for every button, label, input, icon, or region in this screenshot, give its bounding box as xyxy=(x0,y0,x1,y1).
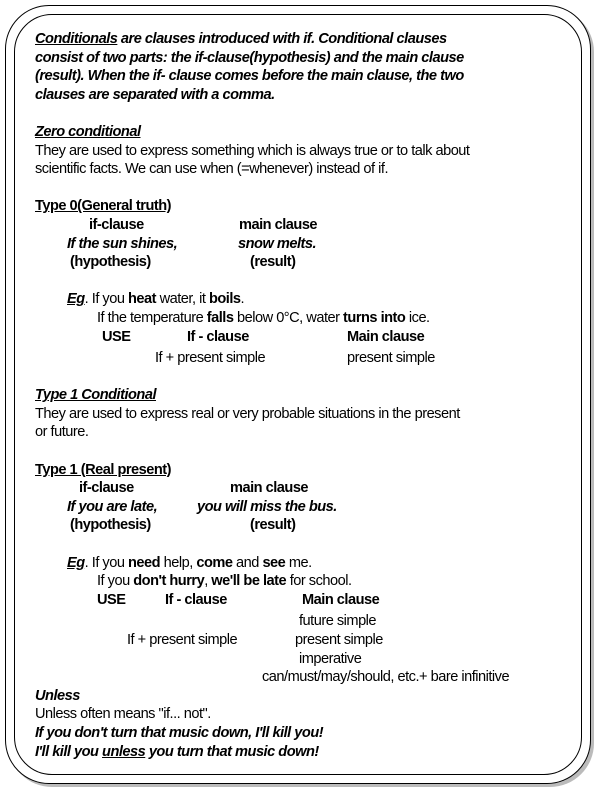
zero-example-2: If the temperature falls below 0°C, water turns into ice. xyxy=(97,309,430,326)
type1-line-2: or future. xyxy=(35,424,89,441)
zero-line-1: They are used to express something which is always true or to talk about xyxy=(35,142,470,159)
type1-modals: can/must/may/should, etc.+ bare infinitive xyxy=(262,669,510,686)
type0-heading: Type 0(General truth) xyxy=(35,198,171,215)
unless-example-2: I'll kill you unless you turn that music down! xyxy=(35,743,319,760)
type1-example-2: If you don't hurry, we'll be late for school. xyxy=(97,573,352,590)
type1-present-row: If + present simple present simple xyxy=(127,632,383,648)
zero-heading: Zero conditional xyxy=(35,123,141,140)
type1-line-1: They are used to express real or very probable situations in the present xyxy=(35,405,460,422)
zero-use-form: If + present simple present simple xyxy=(155,350,435,367)
unless-example-1: If you don't turn that music down, I'll kill you! xyxy=(35,724,324,741)
type1-heading: Type 1 (Real present) xyxy=(35,461,172,478)
unless-line-1: Unless often means "if... not". xyxy=(35,706,211,723)
type1-labels: (hypothesis) (result) xyxy=(70,517,296,534)
type0-labels: (hypothesis) (result) xyxy=(70,254,296,271)
type1-example-1: Eg. If you need help, come and see me. xyxy=(67,554,312,571)
intro-line-1: Conditionals are clauses introduced with if. Conditional clauses xyxy=(35,31,447,47)
type0-columns: if-clause main clause xyxy=(89,216,318,233)
zero-line-2: scientific facts. We can use when (=whenever) instead of if. xyxy=(35,161,389,178)
type1-future: future simple xyxy=(299,613,377,630)
document-body xyxy=(35,30,560,761)
unless-heading: Unless xyxy=(35,687,80,704)
type0-example: If the sun shines, snow melts. xyxy=(67,235,317,252)
intro-line-2: consist of two parts: the if-clause(hypothesis) and the main clause xyxy=(35,49,464,66)
type1-use-header: USE If - clause Main clause xyxy=(97,591,380,608)
zero-use-header: USE If - clause Main clause xyxy=(102,328,425,345)
intro-line-3: (result). When the if- clause comes before the main clause, the two xyxy=(35,68,464,85)
type1-imperative: imperative xyxy=(299,650,362,667)
zero-example-1: Eg. If you heat water, it boils. xyxy=(67,291,245,308)
type1-section-heading: Type 1 Conditional xyxy=(35,387,156,404)
type1-columns: if-clause main clause xyxy=(79,480,309,497)
type1-example: If you are late, you will miss the bus. xyxy=(67,498,337,515)
intro-line-4: clauses are separated with a comma. xyxy=(35,86,275,103)
